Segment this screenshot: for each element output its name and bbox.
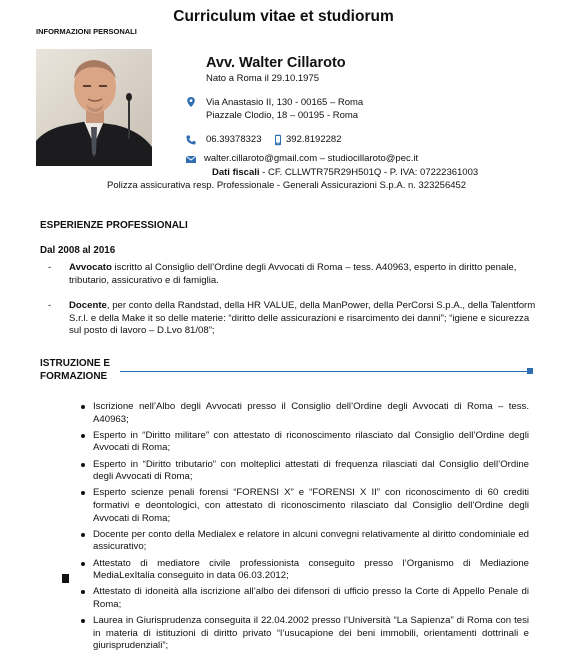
margin-marker [62, 574, 69, 583]
bullet-icon [81, 619, 85, 623]
list-item [93, 401, 529, 426]
bullet-icon [81, 590, 85, 594]
experience-heading: ESPERIENZE PROFESSIONALI [40, 220, 188, 231]
address-line-2: Piazzale Clodio, 18 – 00195 - Roma [206, 110, 359, 121]
experience-period: Dal 2008 al 2016 [40, 245, 116, 256]
list-item-text: Laurea in Giurisprudenza conseguita il 22.04.2002 presso l’Università “La Sapienza” di Roma con tesi in materia di istituzioni di diritto privato “l’usucapione dei beni immobili, orientamenti dottrinali e giurisprudenziali”; [93, 615, 529, 652]
education-heading-line-2: FORMAZIONE [40, 371, 108, 382]
list-item [93, 487, 529, 525]
education-heading [40, 357, 110, 383]
personal-info-heading: INFORMAZIONI PERSONALI [36, 27, 137, 36]
list-item-text: Esperto scienze penali forensi “FORENSI X” e “FORENSI X II” con riconoscimento di 60 crediti formativi e deontologici, con attestato di riconoscimento rilasciato dal Consiglio dell’Ordine degli Avvocati di Roma; [93, 487, 529, 524]
insurance-policy: Polizza assicurativa resp. Professionale - Generali Assicurazioni S.p.A. n. 323256452 [107, 180, 467, 191]
portrait-image [36, 49, 152, 166]
list-item [93, 615, 529, 653]
mobile-phone-icon [272, 133, 284, 145]
experience-role: Avvocato [69, 262, 112, 273]
bullet-icon [81, 562, 85, 566]
list-item-text: Esperto in “Diritto militare” con attestato di riconoscimento rilasciato dal Consiglio dell’Ordine degli Avvocati di Roma; [93, 429, 529, 454]
address-line-1: Via Anastasio II, 130 - 00165 – Roma [206, 97, 364, 108]
dash-marker: - [48, 300, 52, 311]
dash-marker: - [48, 262, 52, 273]
bullet-icon [81, 491, 85, 495]
section-divider [120, 371, 529, 372]
list-item-text: Attestato di mediatore civile professionista conseguito presso l’Organismo di Mediazione MediaLexItalia conseguito in data 06.03.2012; [93, 557, 529, 582]
phone-mobile[interactable]: 392.8192282 [286, 134, 342, 145]
tax-info [212, 167, 478, 178]
experience-text: iscritto al Consiglio dell’Ordine degli Avvocati di Roma – tess. A40963, esperto in diritto penale, tributario, assicurativo e di famiglia. [69, 262, 517, 286]
tax-codes: - CF. CLLWTR75R29H501Q - P. IVA: 07222361003 [259, 167, 479, 178]
list-item-text: Attestato di idoneità alla iscrizione all’albo dei difensori di ufficio presso la Corte di Appello Penale di Roma; [93, 586, 529, 610]
phone-icon [185, 133, 197, 145]
list-item-text: Docente per conto della Medialex e relatore in alcuni convegni relativamente al diritto condominiale ed assicurativo; [93, 528, 529, 553]
document-title: Curriculum vitae et studiorum [173, 8, 394, 25]
phone-landline[interactable]: 06.39378323 [206, 134, 262, 145]
email-addresses[interactable]: walter.cillaroto@gmail.com – studiocillaroto@pec.it [204, 153, 419, 164]
education-heading-line-1: ISTRUZIONE E [40, 358, 111, 369]
list-item-text: Iscrizione nell’Albo degli Avvocati presso il Consiglio dell’Ordine degli Avvocati di Roma – tess. A40963; [93, 401, 529, 425]
location-pin-icon [185, 95, 197, 107]
tax-label: Dati fiscali [212, 167, 260, 178]
person-name: Avv. Walter Cillaroto [206, 55, 346, 71]
list-item [93, 586, 529, 611]
envelope-icon [185, 152, 197, 164]
list-item [93, 558, 529, 583]
bullet-icon [81, 463, 85, 467]
list-item-text: Esperto in “Diritto tributario” con molteplici attestati di frequenza rilasciati dal Consiglio dell’Ordine degli Avvocati di Roma; [93, 458, 529, 483]
education-list [93, 401, 529, 656]
list-item [93, 459, 529, 484]
section-divider-marker [527, 368, 533, 374]
bullet-icon [81, 405, 85, 409]
profile-photo [36, 49, 152, 166]
experience-text: , per conto della Randstad, della HR VALUE, della ManPower, della PerCorsi S.p.A., della Talentform S.r.l. e della Make it so delle materie: “diritto delle assicurazioni e risarcimento dei danni”; “igiene e sicurezza sul posto di lavoro – D.Lvo 81/08”; [69, 300, 536, 336]
birth-info: Nato a Roma il 29.10.1975 [206, 73, 320, 84]
list-item [93, 529, 529, 554]
experience-role: Docente [69, 300, 107, 311]
bullet-icon [81, 434, 85, 438]
list-item [93, 430, 529, 455]
bullet-icon [81, 533, 85, 537]
